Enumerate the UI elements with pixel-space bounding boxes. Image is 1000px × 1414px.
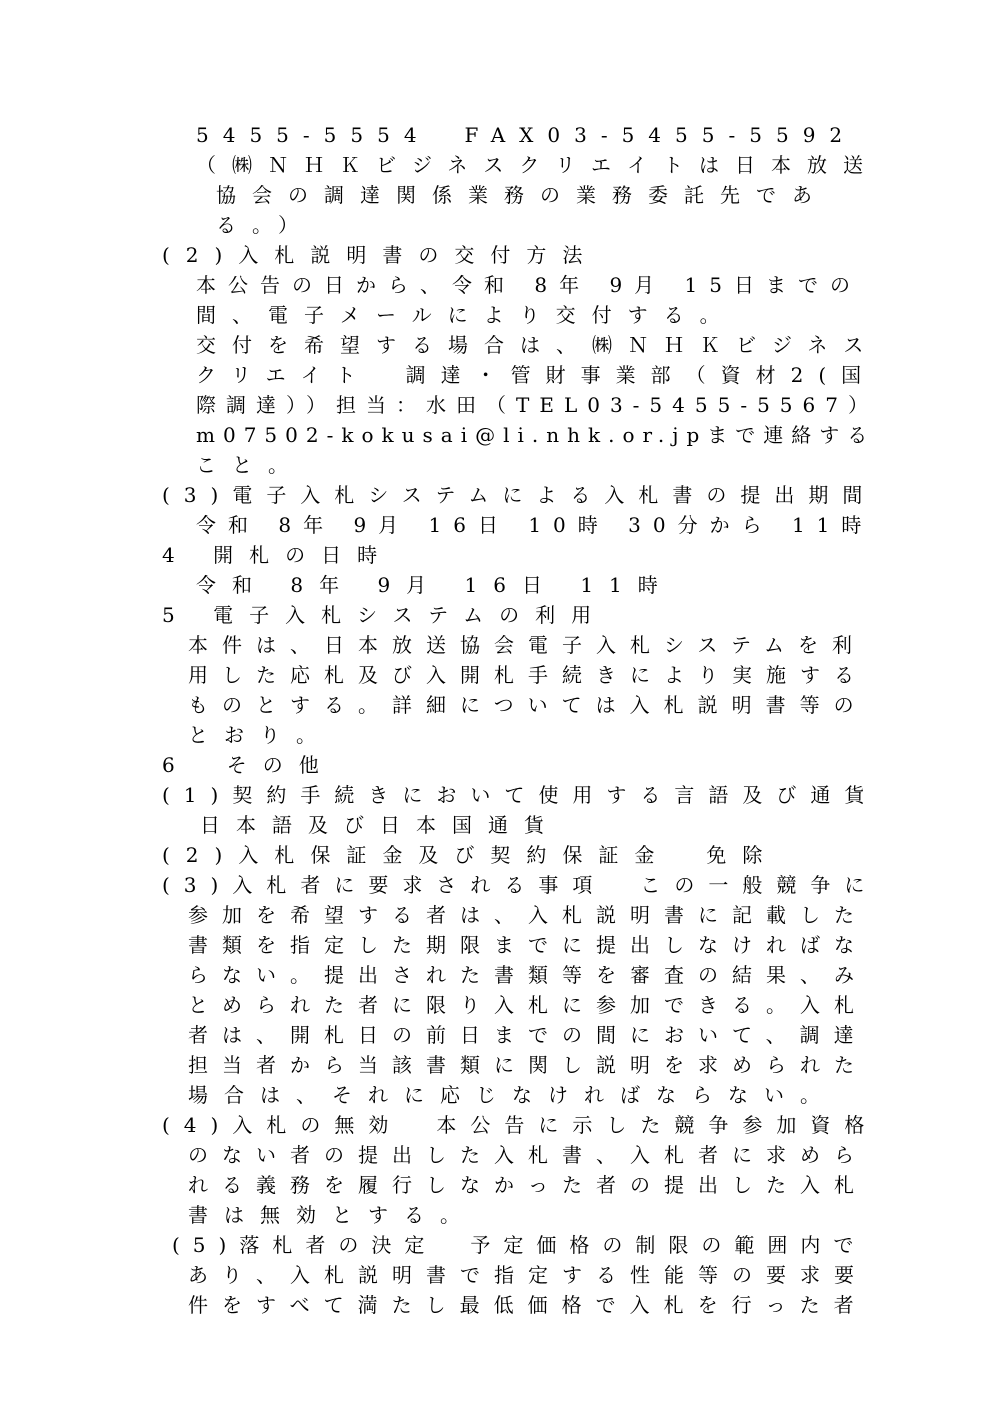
line-text: 交付を希望する場合は、㈱ＮＨＫビジネス bbox=[196, 333, 880, 357]
line-text: (5)落札者の決定 予定価格の制限の範囲内で bbox=[172, 1233, 867, 1257]
line-text: (3)入札者に要求される事項 この一般競争に bbox=[162, 873, 879, 897]
text-line bbox=[0, 630, 1000, 660]
line-text: (2)入札説明書の交付方法 bbox=[162, 243, 599, 267]
line-text: 5 電子入札システムの利用 bbox=[162, 603, 608, 627]
section-heading bbox=[0, 870, 1000, 900]
text-line bbox=[0, 1170, 1000, 1200]
text-line bbox=[0, 180, 1000, 210]
line-text: のない者の提出した入札書、入札者に求めら bbox=[188, 1143, 868, 1167]
text-line bbox=[0, 120, 1000, 150]
section-heading bbox=[0, 540, 1000, 570]
section-heading bbox=[0, 480, 1000, 510]
line-text: 令和 8年 9月 16日 11時 bbox=[196, 573, 674, 597]
text-line bbox=[0, 1080, 1000, 1110]
line-text: ものとする。詳細については入札説明書等の bbox=[188, 693, 868, 717]
line-text: 6 その他 bbox=[162, 753, 335, 777]
line-text: 4 開札の日時 bbox=[162, 543, 394, 567]
line-text: とおり。 bbox=[188, 723, 332, 747]
text-line bbox=[0, 810, 1000, 840]
line-text: 用した応札及び入開札手続きにより実施する bbox=[188, 663, 868, 687]
text-line bbox=[0, 330, 1000, 360]
text-line bbox=[0, 690, 1000, 720]
text-line bbox=[0, 360, 1000, 390]
section-heading bbox=[0, 840, 1000, 870]
line-text: 書類を指定した期限までに提出しなければな bbox=[188, 933, 868, 957]
line-text: 場合は、それに応じなければならない。 bbox=[188, 1083, 836, 1107]
text-line bbox=[0, 300, 1000, 330]
text-line bbox=[0, 1200, 1000, 1230]
line-text: 令和 8年 9月 16日 10時 30分から 11時 bbox=[196, 513, 874, 537]
text-line bbox=[0, 1050, 1000, 1080]
line-text: (3)電子入札システムによる入札書の提出期間 bbox=[162, 483, 877, 507]
text-line bbox=[0, 1020, 1000, 1050]
line-text: 本件は、日本放送協会電子入札システムを利 bbox=[188, 633, 866, 657]
line-text: 間、電子メールにより交付する。 bbox=[196, 303, 736, 327]
line-text: あり、入札説明書で指定する性能等の要求要 bbox=[188, 1263, 868, 1287]
section-heading bbox=[0, 240, 1000, 270]
line-text: m07502-kokusai@li.nhk.or.jpまで連絡する bbox=[196, 423, 876, 447]
line-text: (4)入札の無効 本公告に示した競争参加資格 bbox=[162, 1113, 879, 1137]
line-text: とめられた者に限り入札に参加できる。入札 bbox=[188, 993, 868, 1017]
line-text: れる義務を履行しなかった者の提出した入札 bbox=[188, 1173, 868, 1197]
line-text: 件をすべて満たし最低価格で入札を行った者 bbox=[188, 1293, 868, 1317]
line-text: 5455-5554 FAX03-5455-5592 bbox=[196, 123, 857, 147]
line-text: （㈱ＮＨＫビジネスクリエイトは日本放送 bbox=[196, 153, 879, 177]
text-line bbox=[0, 990, 1000, 1020]
text-line bbox=[0, 390, 1000, 420]
text-line bbox=[0, 1260, 1000, 1290]
line-text: 担当者から当該書類に関し説明を求められた bbox=[188, 1053, 868, 1077]
text-line bbox=[0, 570, 1000, 600]
text-line bbox=[0, 150, 1000, 180]
line-text: 者は、開札日の前日までの間において、調達 bbox=[188, 1023, 868, 1047]
line-text: らない。提出された書類等を審査の結果、み bbox=[188, 963, 868, 987]
line-text: 書は無効とする。 bbox=[188, 1203, 476, 1227]
text-line bbox=[0, 960, 1000, 990]
line-text: こと。 bbox=[196, 453, 304, 477]
text-line bbox=[0, 450, 1000, 480]
line-text: (1)契約手続きにおいて使用する言語及び通貨 bbox=[162, 783, 879, 807]
line-text: 日本語及び日本国通貨 bbox=[200, 813, 560, 837]
line-text: (2)入札保証金及び契約保証金 免除 bbox=[162, 843, 779, 867]
text-line bbox=[0, 1290, 1000, 1320]
line-text: 際調達））担当：水田（TEL03-5455-5567） bbox=[196, 393, 878, 417]
section-heading bbox=[0, 1110, 1000, 1140]
section-heading bbox=[0, 1230, 1000, 1260]
text-line bbox=[0, 420, 1000, 450]
text-line bbox=[0, 720, 1000, 750]
text-line bbox=[0, 210, 1000, 240]
section-heading bbox=[0, 780, 1000, 810]
text-line bbox=[0, 270, 1000, 300]
text-line bbox=[0, 900, 1000, 930]
text-line bbox=[0, 660, 1000, 690]
section-heading bbox=[0, 600, 1000, 630]
text-line bbox=[0, 1140, 1000, 1170]
line-text: 本公告の日から、令和 8年 9月 15日までの bbox=[196, 273, 862, 297]
section-heading bbox=[0, 750, 1000, 780]
line-text: 参加を希望する者は、入札説明書に記載した bbox=[188, 903, 868, 927]
text-line bbox=[0, 510, 1000, 540]
text-line bbox=[0, 930, 1000, 960]
line-text: る。） bbox=[216, 213, 314, 237]
line-text: 協会の調達関係業務の業務委託先であ bbox=[216, 183, 828, 207]
line-text: クリエイト 調達・管財事業部（資材2(国 bbox=[196, 363, 877, 387]
